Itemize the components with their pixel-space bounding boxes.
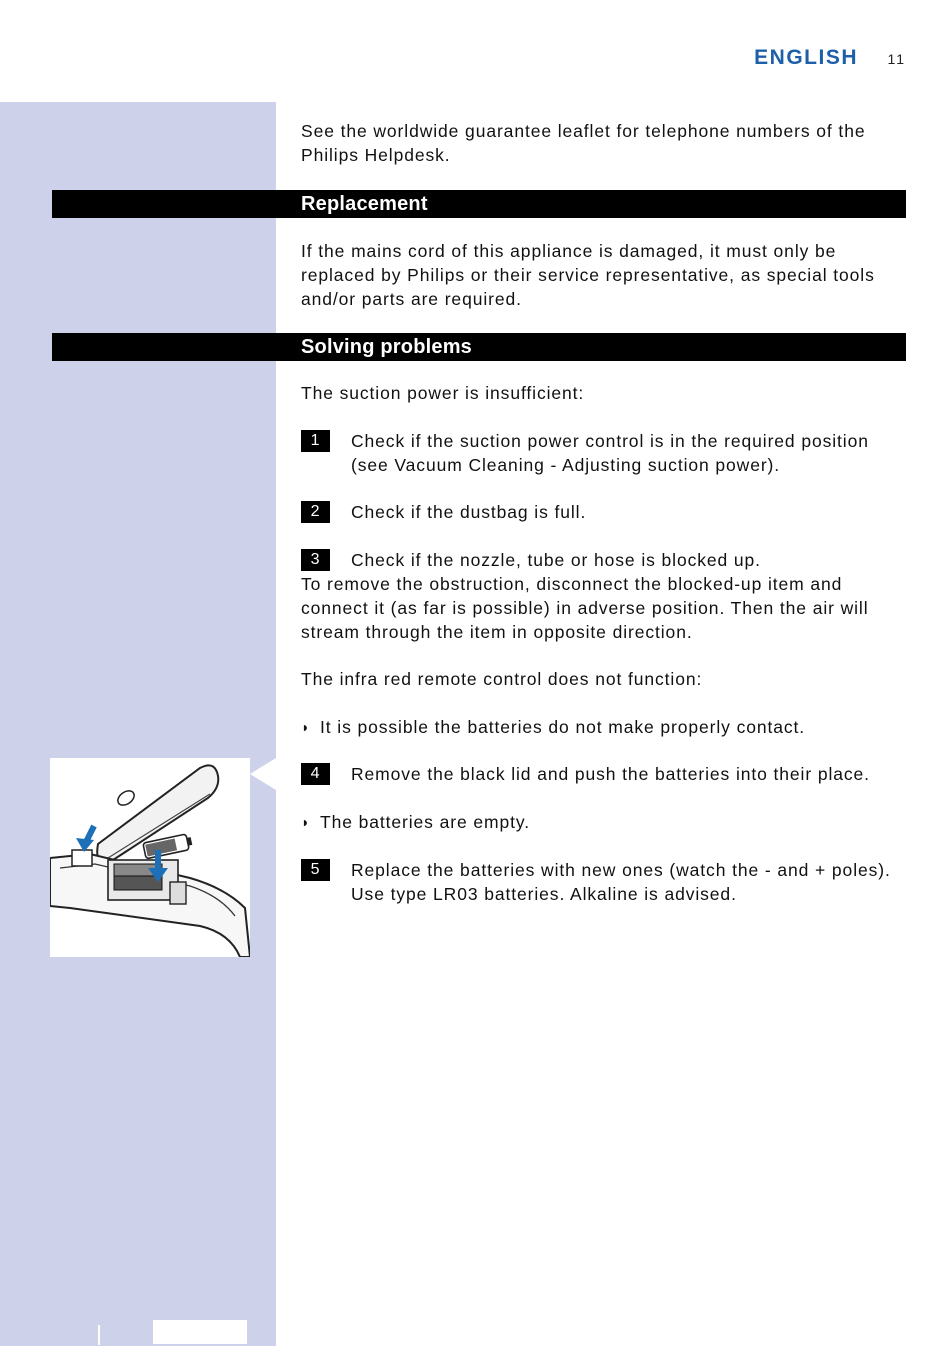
suction-problem-heading: The suction power is insufficient: [301,383,585,403]
triangle-bullet-icon: ◗ [301,719,311,735]
step-number: 3 [301,549,330,571]
step-number: 5 [301,859,330,881]
step-text: Check if the dustbag is full. [351,502,587,522]
page-number: 11 [887,51,906,67]
section-title-replacement: Replacement [301,193,428,215]
step-3-detail: To remove the obstruction, disconnect the blocked-up item and connect it (as far is possible) in adverse position. Then the air will stream through the item in opposite direction. [301,574,869,642]
sidebar-panel [0,102,276,1346]
step-text: Replace the batteries with new ones (watch the - and + poles). Use type LR03 batteries. Alkaline is advised. [351,860,891,904]
remote-battery-drawing [50,758,250,957]
step-text: Check if the suction power control is in the required position (see Vacuum Cleaning - Adjusting suction power). [351,431,869,475]
footer-box [153,1320,247,1344]
step-number: 2 [301,501,330,523]
intro-text: See the worldwide guarantee leaflet for telephone numbers of the Philips Helpdesk. [301,121,866,165]
section-bar-solving [52,333,906,361]
triangle-bullet-icon: ◗ [301,814,311,830]
illustration-pointer [250,758,276,790]
step-number: 4 [301,763,330,785]
step-text: Check if the nozzle, tube or hose is blocked up. [351,550,761,570]
footer-mark [98,1325,100,1345]
language-label: ENGLISH [754,46,858,69]
remote-battery-illustration [50,758,250,957]
step-number: 1 [301,430,330,452]
bullet-text: The batteries are empty. [320,812,530,832]
section-title-solving: Solving problems [301,336,473,358]
remote-problem-heading: The infra red remote control does not function: [301,669,703,689]
section-bar-replacement [52,190,906,218]
step-text: Remove the black lid and push the batteries into their place. [351,764,870,784]
bullet-text: It is possible the batteries do not make properly contact. [320,717,806,737]
replacement-body: If the mains cord of this appliance is damaged, it must only be replaced by Philips or their service representative, as special tools and/or parts are required. [301,241,875,309]
